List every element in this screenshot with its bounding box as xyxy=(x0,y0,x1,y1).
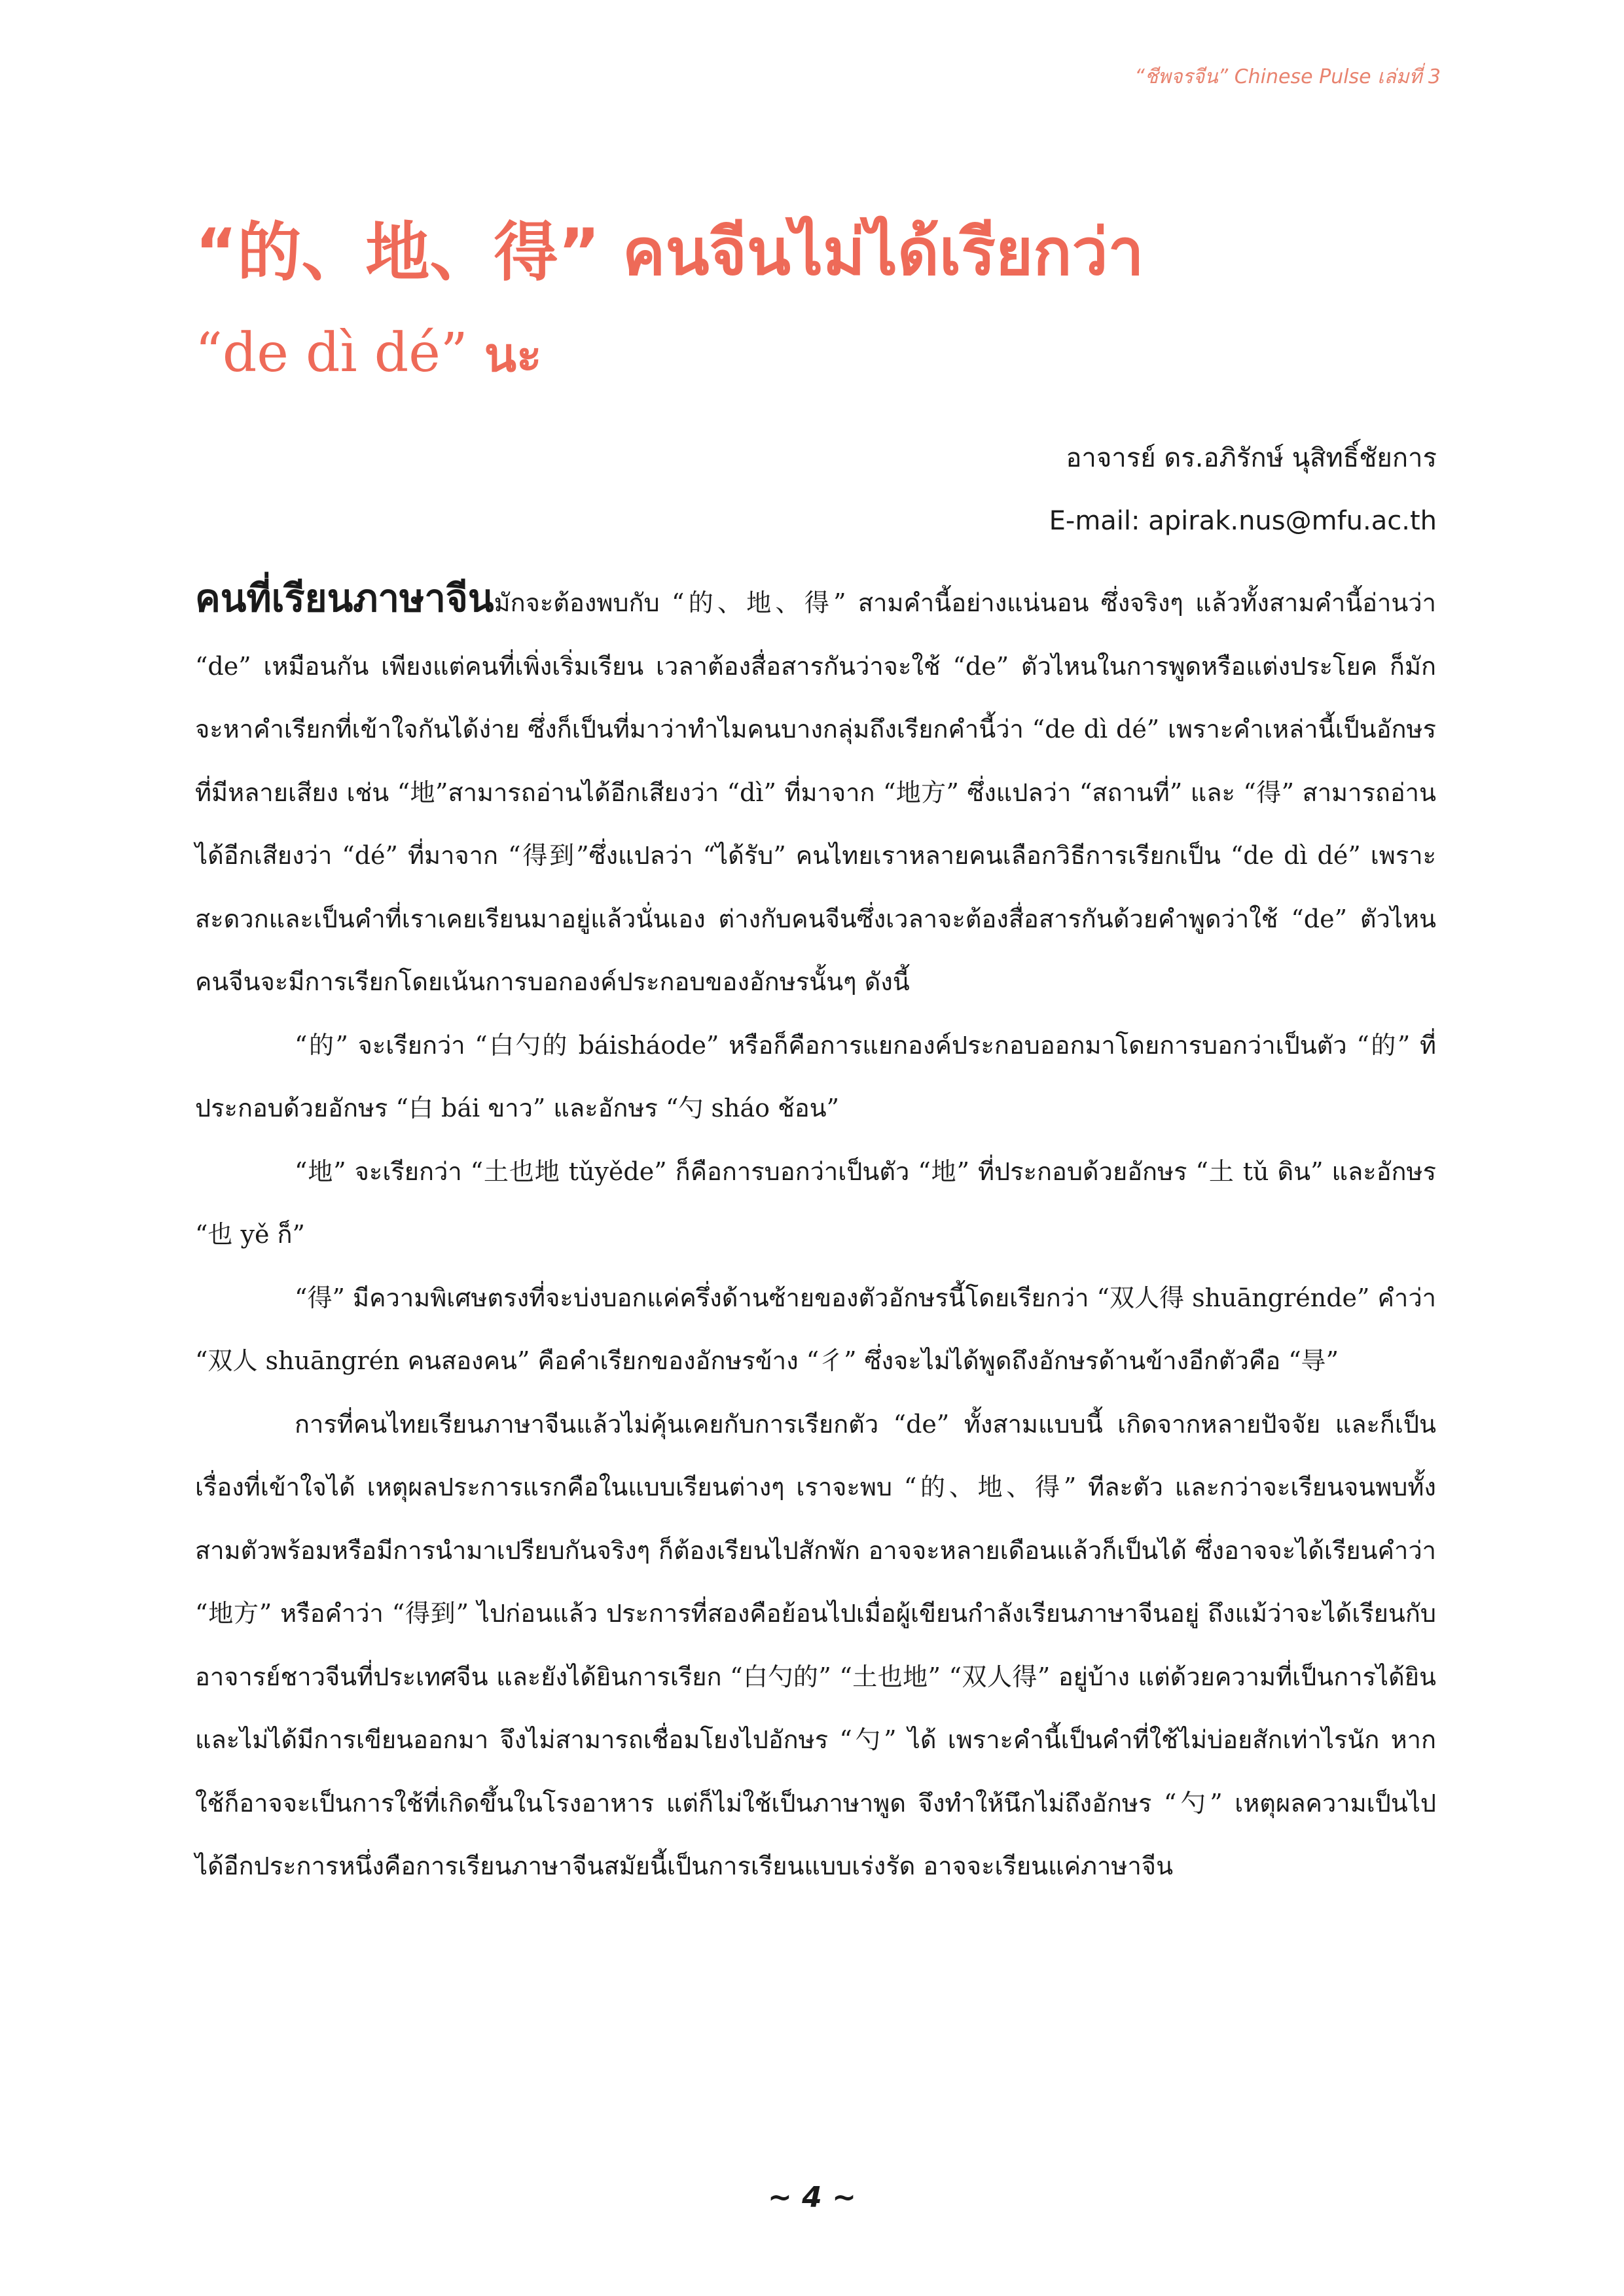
title-pinyin: “de dì dé” xyxy=(195,322,468,384)
title-line-1: “的、地、得” คนจีนไม่ได้เรียกว่า xyxy=(195,215,1144,290)
author-email: E-mail: apirak.nus@mfu.ac.th xyxy=(1049,506,1437,536)
paragraph-5: การที่คนไทยเรียนภาษาจีนแล้วไม่คุ้นเคยกับการเรียกตัว “de” ทั้งสามแบบนี้ เกิดจากหลายปัจจัย และก็เป็นเรื่องที่เข้าใจได้ เหตุผลประการแรกคือในแบบเรียนต่างๆ เราจะพบ “的、地、得” ทีละตัว และกว่าจะเรียนจนพบทั้งสามตัวพร้อมหรือมีการนำมาเปรียบกันจริงๆ ก็ต้องเรียนไปสักพัก อาจจะหลายเดือนแล้วก็เป็นได้ ซึ่งอาจจะได้เรียนคำว่า “地方” หรือคำว่า “得到” ไปก่อนแล้ว ประการที่สองคือย้อนไปเมื่อผู้เขียนกำลังเรียนภาษาจีนอยู่ ถึงแม้ว่าจะได้เรียนกับอาจารย์ชาวจีนที่ประเทศจีน และยังได้ยินการเรียก “白勺的” “土也地” “双人得” อยู่บ้าง แต่ด้วยความที่เป็นการได้ยิน และไม่ได้มีการเขียนออกมา จึงไม่สามารถเชื่อมโยงไปอักษร “勺” ได้ เพราะคำนี้เป็นคำที่ใช้ไม่บ่อยสักเท่าไรนัก หากใช้ก็อาจจะเป็นการใช้ที่เกิดขึ้นในโรงอาหาร แต่ก็ไม่ใช้เป็นภาษาพูด จึงทำให้นึกไม่ถึงอักษร “勺” เหตุผลความเป็นไปได้อีกประการหนึ่งคือการเรียนภาษาจีนสมัยนี้เป็นการเรียนแบบเร่งรัด อาจจะเรียนแค่ภาษาจีน xyxy=(195,1409,1436,1880)
paragraph-4: “得” มีความพิเศษตรงที่จะบ่งบอกแค่ครึ่งด้านซ้ายของตัวอักษรนี้โดยเรียกว่า “双人得 shuāngrénde” คำว่า “双人 shuāngrén คนสองคน” คือคำเรียกของอักษรข้าง “彳” ซึ่งจะไม่ได้พูดถึงอักษรด้านข้างอีกตัวคือ “㝵” xyxy=(195,1283,1436,1375)
paragraph-2: “的” จะเรียกว่า “白勺的 báisháode” หรือก็คือการแยกองค์ประกอบออกมาโดยการบอกว่าเป็นตัว “的” ที่ประกอบด้วยอักษร “白 bái ขาว” และอักษร “勺 sháo ช้อน” xyxy=(195,1030,1436,1122)
paragraph-1 xyxy=(195,567,1436,1014)
author-name: อาจารย์ ดร.อภิรักษ์ นุสิทธิ์ชัยการ xyxy=(1066,443,1437,473)
title-suffix: นะ xyxy=(467,327,542,382)
page-number: ~ 4 ~ xyxy=(768,2181,856,2214)
lead-phrase: คนที่เรียนภาษาจีน xyxy=(195,576,494,620)
article-title xyxy=(195,211,1471,394)
title-line-2 xyxy=(195,314,1471,394)
article-body xyxy=(195,567,1436,1898)
paragraph-1-text: มักจะต้องพบกับ “的、地、得” สามคำนี้อย่างแน่นอน ซึ่งจริงๆ แล้วทั้งสามคำนี้อ่านว่า “de” เหมือนกัน เพียงแต่คนที่เพิ่งเริ่มเรียน เวลาต้องสื่อสารกันว่าจะใช้ “de” ตัวไหนในการพูดหรือแต่งประโยค ก็มักจะหาคำเรียกที่เข้าใจกันได้ง่าย ซึ่งก็เป็นที่มาว่าทำไมคนบางกลุ่มถึงเรียกคำนี้ว่า “de dì dé” เพราะคำเหล่านี้เป็นอักษรที่มีหลายเสียง เช่น “地”สามารถอ่านได้อีกเสียงว่า “dì” ที่มาจาก “地方” ซึ่งแปลว่า “สถานที่” และ “得” สามารถอ่านได้อีกเสียงว่า “dé” ที่มาจาก “得到”ซึ่งแปลว่า “ได้รับ” คนไทยเราหลายคนเลือกวิธีการเรียกเป็น “de dì dé” เพราะสะดวกและเป็นคำที่เราเคยเรียนมาอยู่แล้วนั่นเอง ต่างกับคนจีนซึ่งเวลาจะต้องสื่อสารกันด้วยคำพูดว่าใช้ “de” ตัวไหน คนจีนจะมีการเรียกโดยเน้นการบอกองค์ประกอบของอักษรนั้นๆ ดังนี้ xyxy=(195,588,1436,996)
author-block xyxy=(1049,427,1437,552)
running-header: “ชีพจรจีน” Chinese Pulse เล่มที่ 3 xyxy=(1134,65,1441,88)
paragraph-3: “地” จะเรียกว่า “土也地 tǔyěde” ก็คือการบอกว่าเป็นตัว “地” ที่ประกอบด้วยอักษร “土 tǔ ดิน” และอักษร “也 yě ก็” xyxy=(195,1157,1436,1249)
